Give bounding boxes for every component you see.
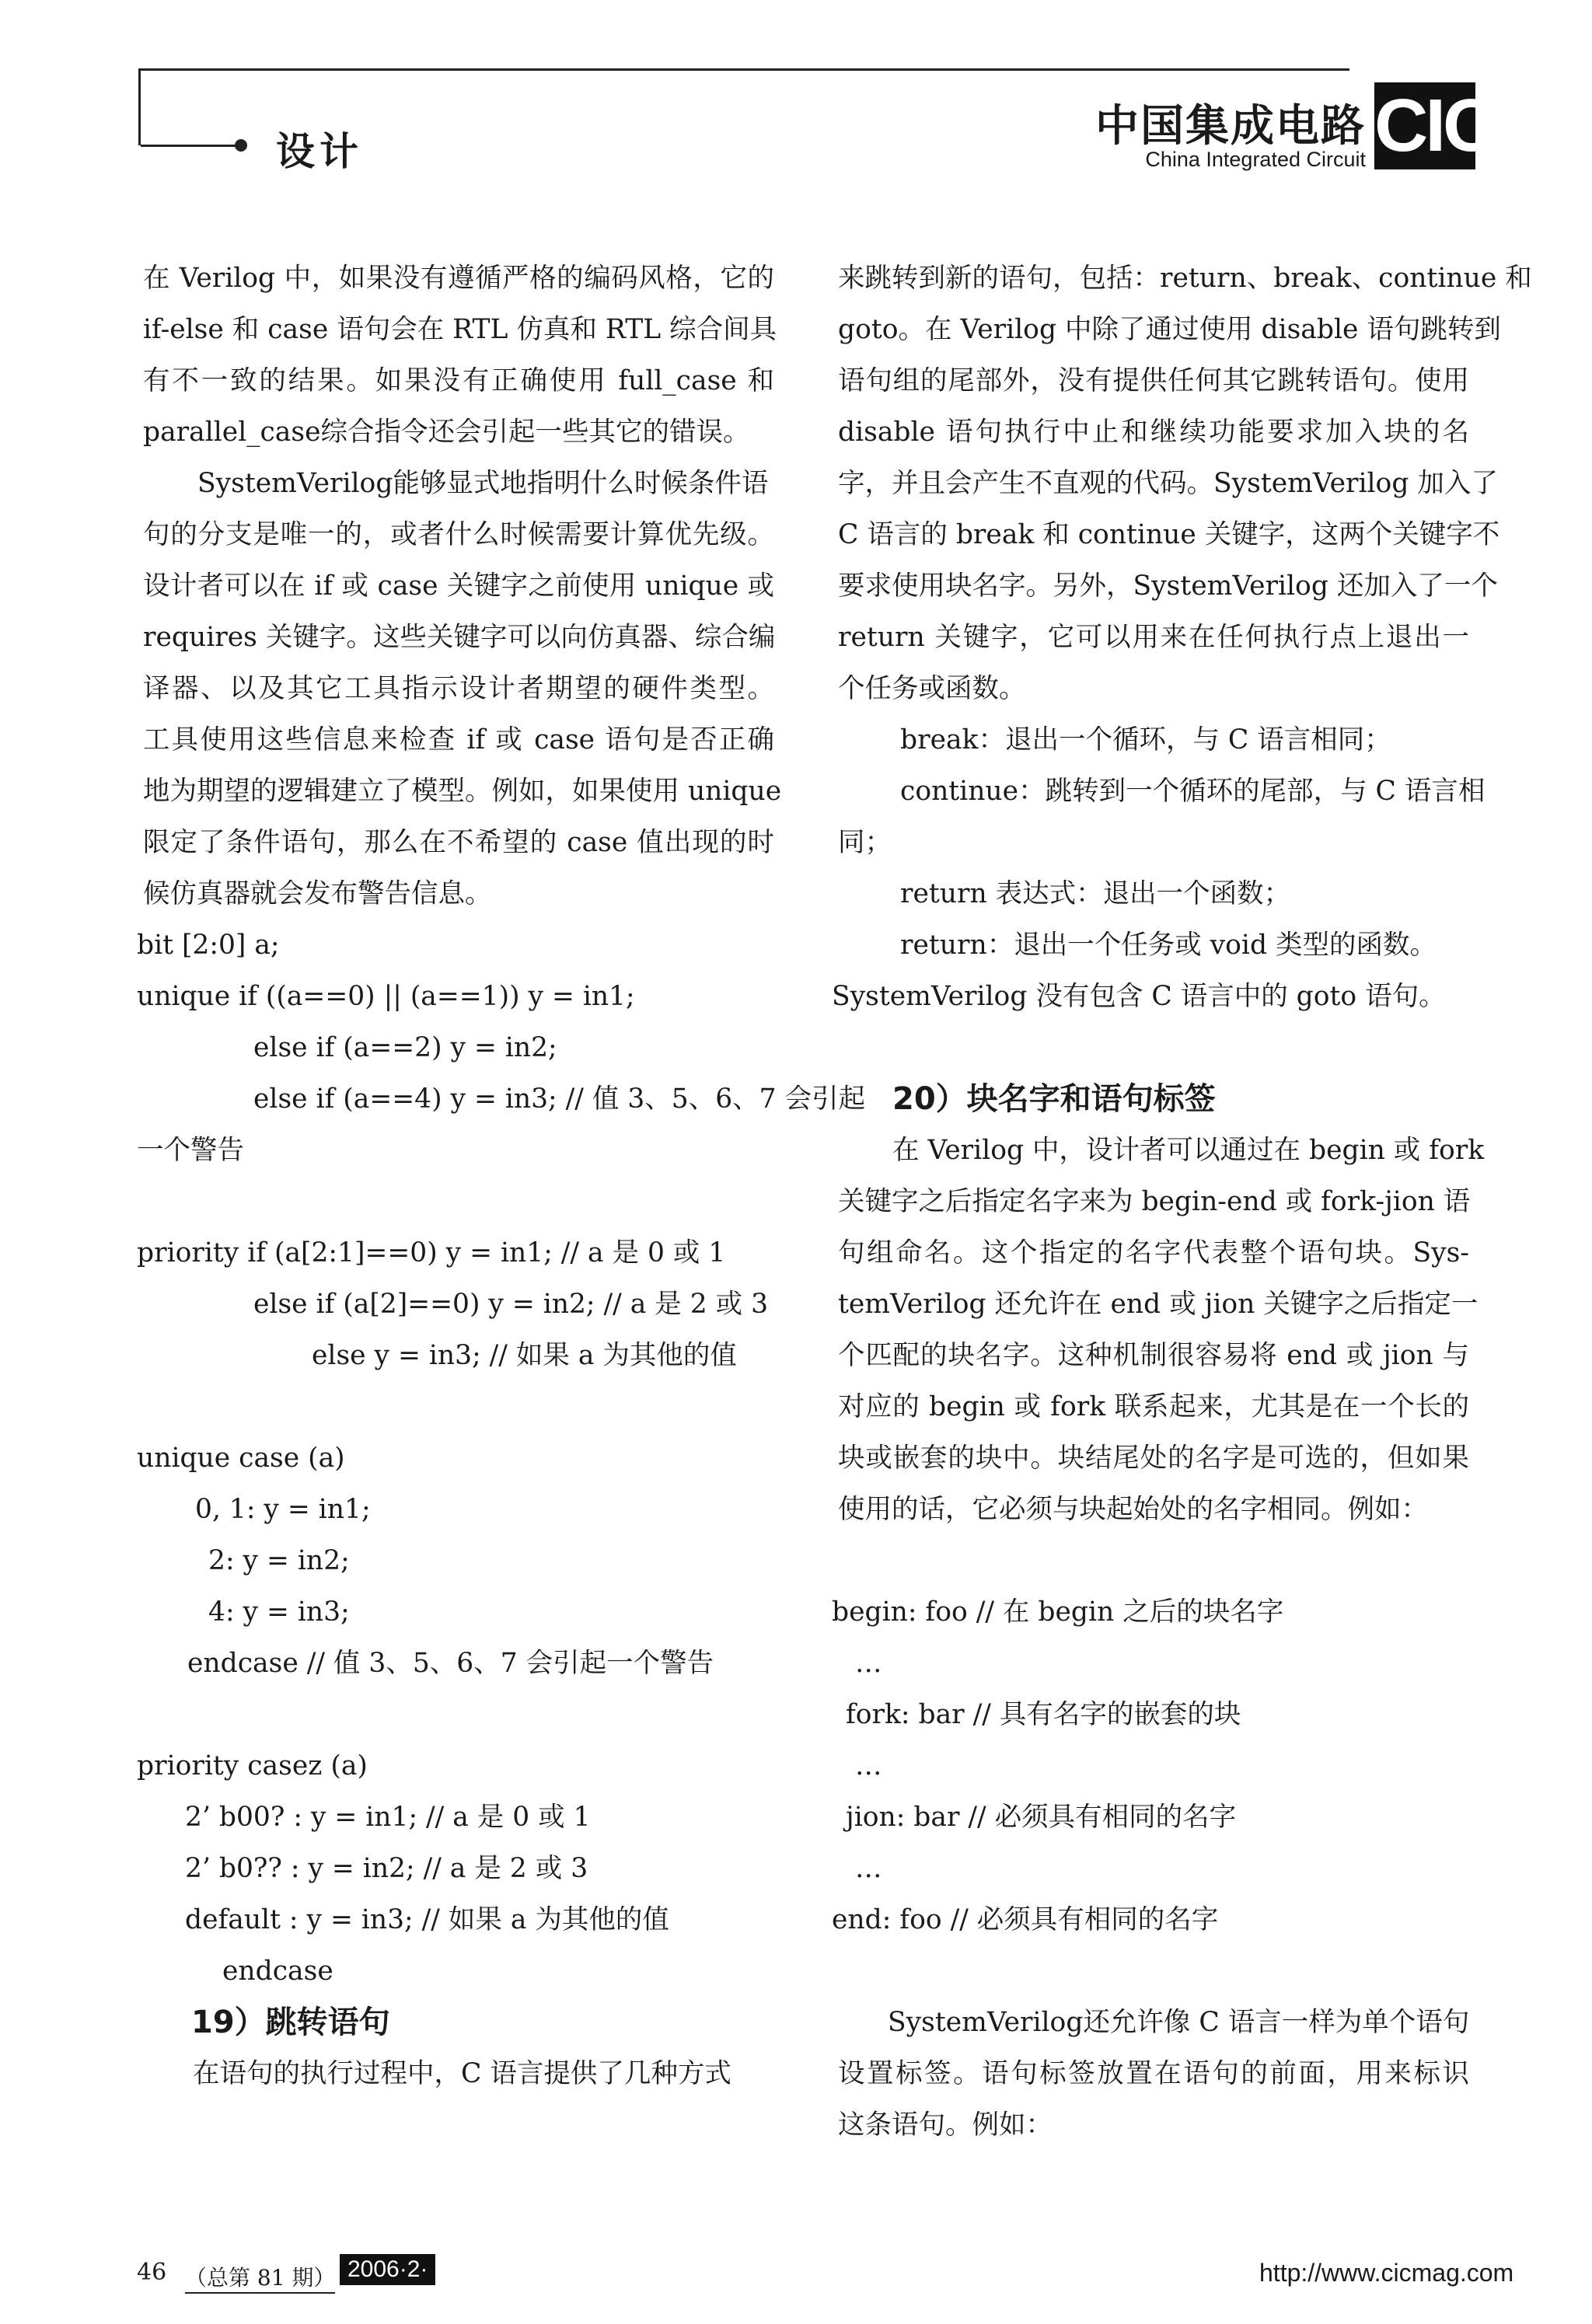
text-line: 关键字之后指定名字来为 begin-end 或 fork-jion 语	[838, 1186, 1471, 1217]
text-line: SystemVerilog 没有包含 C 语言中的 goto 语句。	[832, 981, 1446, 1012]
text-line: return 关键字，它可以用来在任何执行点上退出一	[838, 622, 1469, 653]
text-line: 要求使用块名字。另外，SystemVerilog 还加入了一个	[838, 571, 1498, 602]
text-line: return 表达式：退出一个函数；	[900, 878, 1291, 909]
text-line: end: foo // 必须具有相同的名字	[832, 1904, 1219, 1935]
text-line: 同；	[838, 827, 892, 858]
header-rule	[141, 145, 238, 147]
text-line: bit [2:0] a;	[137, 930, 280, 961]
text-line: SystemVerilog还允许像 C 语言一样为单个语句	[888, 2007, 1470, 2038]
text-line: return：退出一个任务或 void 类型的函数。	[900, 930, 1437, 961]
section-label: 设计	[276, 129, 363, 174]
text-line: continue：跳转到一个循环的尾部，与 C 语言相	[900, 776, 1486, 807]
text-line: else if (a==4) y = in3; // 值 3、5、6、7 会引起	[253, 1083, 866, 1115]
text-line: 字，并且会产生不直观的代码。SystemVerilog 加入了	[838, 468, 1498, 499]
text-line: 地为期望的逻辑建立了模型。例如，如果使用 unique	[143, 776, 782, 807]
text-line: else if (a[2]==0) y = in2; // a 是 2 或 3	[253, 1289, 769, 1320]
text-line: 在语句的执行过程中，C 语言提供了几种方式	[193, 2058, 731, 2089]
text-line: jion: bar // 必须具有相同的名字	[846, 1802, 1237, 1833]
text-line: 来跳转到新的语句，包括：return、break、continue 和	[838, 263, 1532, 294]
page-number: 46	[137, 2259, 167, 2286]
website-url: http://www.cicmag.com	[1259, 2259, 1514, 2287]
text-line: parallel_case综合指令还会引起一些其它的错误。	[143, 417, 750, 448]
text-line: 2’ b00? : y = in1; // a 是 0 或 1	[185, 1802, 591, 1833]
text-line: disable 语句执行中止和继续功能要求加入块的名	[838, 417, 1469, 448]
text-line: unique case (a)	[137, 1443, 345, 1474]
text-line: 个匹配的块名字。这种机制很容易将 end 或 jion 与	[838, 1340, 1469, 1371]
section-heading: 19）跳转语句	[191, 2005, 390, 2040]
text-line: 在 Verilog 中，设计者可以通过在 begin 或 fork	[892, 1135, 1485, 1166]
text-line: 设计者可以在 if 或 case 关键字之前使用 unique 或	[143, 571, 774, 602]
header-bullet	[235, 139, 247, 152]
text-line: 工具使用这些信息来检查 if 或 case 语句是否正确	[143, 724, 774, 755]
text-line: 使用的话，它必须与块起始处的名字相同。例如：	[838, 1494, 1428, 1525]
text-line: 候仿真器就会发布警告信息。	[143, 878, 492, 909]
text-line: 块或嵌套的块中。块结尾处的名字是可选的，但如果	[838, 1443, 1469, 1474]
text-line: 译器、以及其它工具指示设计者期望的硬件类型。	[143, 673, 774, 704]
text-line: unique if ((a==0) || (a==1)) y = in1;	[137, 981, 635, 1012]
text-line: 句组命名。这个指定的名字代表整个语句块。Sys-	[838, 1237, 1469, 1268]
text-line: fork: bar // 具有名字的嵌套的块	[846, 1699, 1241, 1730]
text-line: 在 Verilog 中，如果没有遵循严格的编码风格，它的	[143, 263, 774, 294]
text-line: 限定了条件语句，那么在不希望的 case 值出现的时	[143, 827, 774, 858]
text-line: 这条语句。例如：	[838, 2109, 1053, 2141]
text-line: 语句组的尾部外，没有提供任何其它跳转语句。使用	[838, 365, 1469, 396]
journal-name-cn: 中国集成电路	[1095, 101, 1366, 152]
text-line: begin: foo // 在 begin 之后的块名字	[832, 1596, 1284, 1628]
text-line: …	[855, 1853, 882, 1884]
text-line: 设置标签。语句标签放置在语句的前面，用来标识	[838, 2058, 1469, 2089]
text-line: else y = in3; // 如果 a 为其他的值	[312, 1340, 737, 1371]
volume-label: （总第 81 期）	[185, 2261, 335, 2294]
text-line: C 语言的 break 和 continue 关键字，这两个关键字不	[838, 519, 1500, 550]
section-heading: 20）块名字和语句标签	[892, 1081, 1216, 1117]
journal-logo: CIC	[1374, 82, 1475, 169]
text-line: 个任务或函数。	[838, 673, 1026, 704]
text-line: …	[855, 1750, 882, 1781]
text-line: break：退出一个循环，与 C 语言相同；	[900, 724, 1391, 755]
issue-badge: 2006·2·	[340, 2254, 435, 2285]
text-line: priority if (a[2:1]==0) y = in1; // a 是 0 或 1	[137, 1237, 726, 1268]
text-line: 有不一致的结果。如果没有正确使用 full_case 和	[143, 365, 774, 396]
text-line: 0, 1: y = in1;	[195, 1494, 371, 1525]
text-line: 2: y = in2;	[208, 1545, 350, 1576]
text-line: SystemVerilog能够显式地指明什么时候条件语	[197, 468, 769, 499]
text-line: endcase // 值 3、5、6、7 会引起一个警告	[187, 1648, 714, 1679]
text-line: if-else 和 case 语句会在 RTL 仿真和 RTL 综合间具	[143, 314, 777, 345]
text-line: 2’ b0?? : y = in2; // a 是 2 或 3	[185, 1853, 588, 1884]
journal-name-en: China Integrated Circuit	[1145, 148, 1366, 171]
text-line: …	[855, 1648, 882, 1679]
text-line: 4: y = in3;	[208, 1596, 350, 1628]
text-line: default : y = in3; // 如果 a 为其他的值	[185, 1904, 669, 1935]
text-line: requires 关键字。这些关键字可以向仿真器、综合编	[143, 622, 776, 653]
text-line: priority casez (a)	[137, 1750, 368, 1781]
text-line: goto。在 Verilog 中除了通过使用 disable 语句跳转到	[838, 314, 1501, 345]
text-line: 一个警告	[137, 1135, 244, 1166]
text-line: 对应的 begin 或 fork 联系起来，尤其是在一个长的	[838, 1391, 1469, 1422]
text-line: 句的分支是唯一的，或者什么时候需要计算优先级。	[143, 519, 774, 550]
text-line: endcase	[222, 1956, 333, 1987]
text-line: temVerilog 还允许在 end 或 jion 关键字之后指定一	[838, 1289, 1479, 1320]
text-line: else if (a==2) y = in2;	[253, 1032, 557, 1063]
